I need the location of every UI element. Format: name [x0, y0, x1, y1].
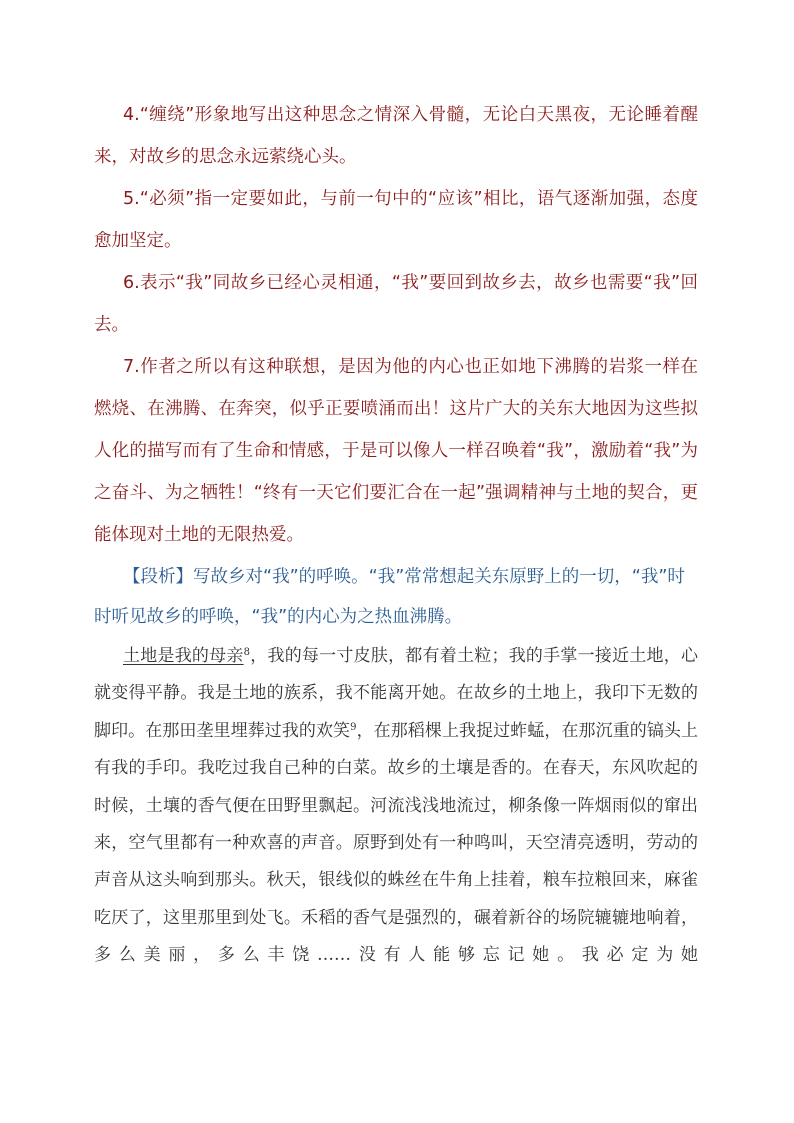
answer-item-6: 6.表示“我”同故乡已经心灵相通，“我”要回到故乡去，故乡也需要“我”回去。 — [94, 273, 698, 335]
answer-item-7: 7.作者之所以有这种联想，是因为他的内心也正如地下沸腾的岩浆一样在燃烧、在沸腾、在奔突，似乎正要喷涌而出！这片广大的关东大地因为这些拟人化的描写而有了生命和情感，于是可以像人一样召唤着“我”，激励着“我”为之奋斗、为之牺牲！“终有一天它们要汇合在一起”强调精神与土地的契合，更能体现对土地的无限热爱。 — [94, 357, 698, 545]
passage-segment-1: ，我的每一寸皮肤，都有着土粒；我的手掌一接近土地，心就变得平静。我是土地的族系，我不能离开她。在故乡的土地上，我印下无数的脚印。在那田垄里埋葬过我的欢笑 — [94, 646, 699, 741]
answer-item-5: 5.“必须”指一定要如此，与前一句中的“应该”相比，语气逐渐加强，态度愈加坚定。 — [94, 189, 698, 251]
footnote-marker-8: 8 — [243, 647, 250, 658]
paragraph-analysis — [94, 557, 698, 637]
passage-segment-2: ，在那稻棵上我捉过蚱蜢，在那沉重的镐头上有我的手印。我吃过我自己种的白菜。故乡的土壤是香的。在春天，东风吹起的时候，土壤的香气便在田野里飘起。河流浅浅地流过，柳条像一阵烟雨似的窜出来，空气里都有一种欢喜的声音。原野到处有一种鸣叫，天空清亮透明，劳动的声音从这头响到那头。秋天，银线似的蛛丝在牛角上挂着，粮车拉粮回来，麻雀吃厌了，这里那里到处飞。禾稻的香气是强烈的，碾着新谷的场院辘辘地响着，多么美丽，多么丰饶……没有人能够忘记她。我必定为她 — [94, 720, 698, 966]
answer-section — [94, 94, 698, 556]
footnote-marker-9: 9 — [350, 721, 357, 733]
underlined-phrase: 土地是我的母亲 — [123, 646, 244, 666]
passage-text — [94, 638, 698, 975]
answer-item-4: 4.“缠绕”形象地写出这种思念之情深入骨髓，无论白天黑夜，无论睡着醒来，对故乡的思念永远萦绕心头。 — [94, 105, 698, 167]
analysis-text: 【段析】写故乡对“我”的呼唤。“我”常常想起关东原野上的一切，“我”时时听见故乡的呼唤，“我”的内心为之热血沸腾。 — [94, 567, 685, 627]
passage-paragraph — [94, 638, 698, 975]
